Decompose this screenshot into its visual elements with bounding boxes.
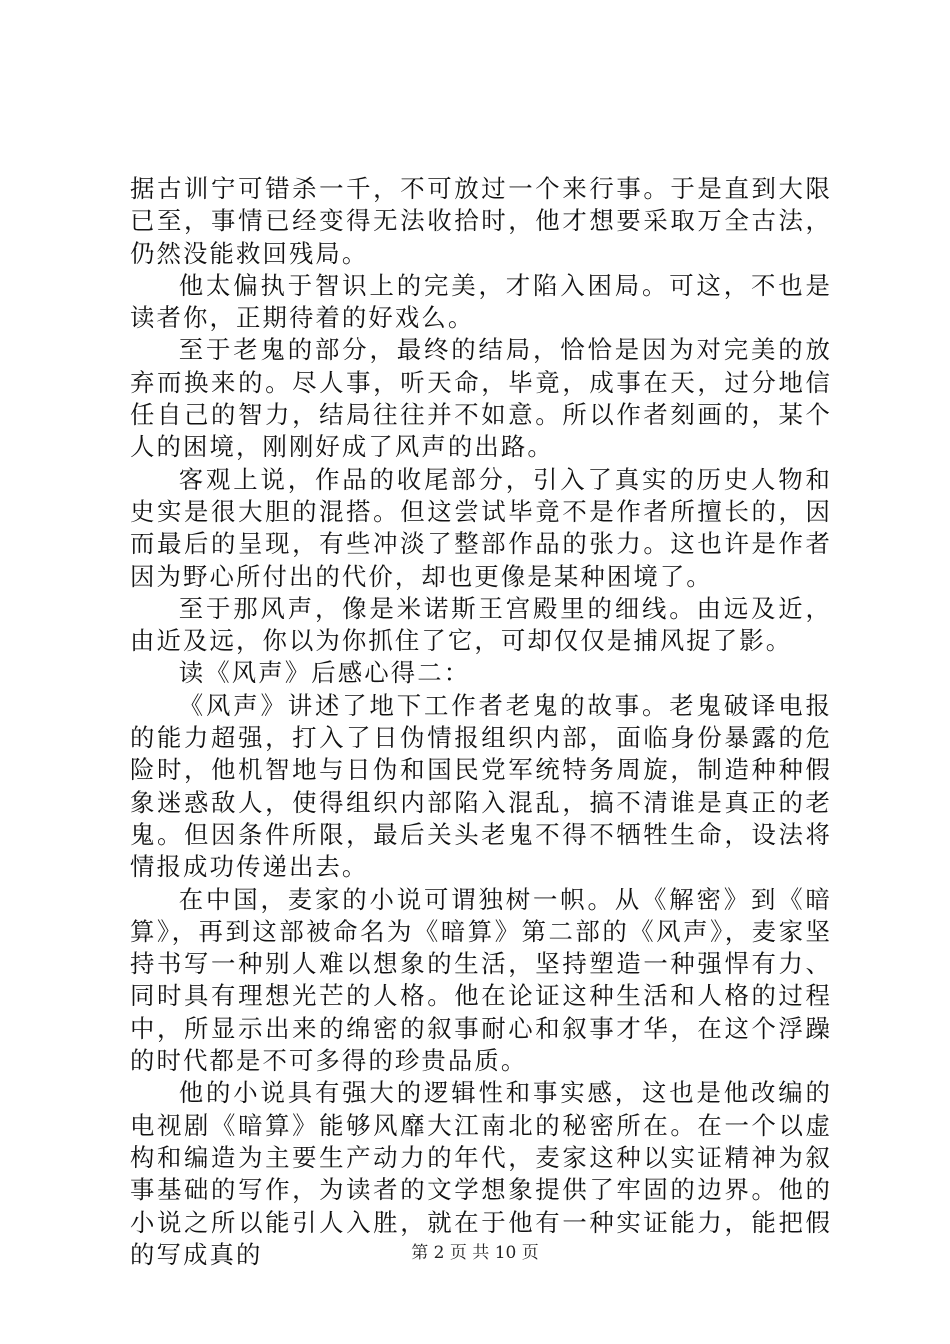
paragraph: 据古训宁可错杀一千，不可放过一个来行事。于是直到大限已至，事情已经变得无法收拾时，他才想要采取万全古法，仍然没能救回残局。 [130, 174, 832, 268]
paragraph: 在中国，麦家的小说可谓独树一帜。从《解密》到《暗算》，再到这部被命名为《暗算》第二部的《风声》，麦家坚持书写一种别人难以想象的生活，坚持塑造一种强悍有力、同时具有理想光芒的人格。他在论证这种生活和人格的过程中，所显示出来的绵密的叙事耐心和叙事才华，在这个浮躁的时代都是不可多得的珍贵品质。 [130, 884, 832, 1076]
paragraph: 他太偏执于智识上的完美，才陷入困局。可这，不也是读者你，正期待着的好戏么。 [130, 270, 832, 333]
section-heading: 读《风声》后感心得二： [178, 658, 471, 688]
document-body [130, 173, 832, 1271]
paragraph: 至于老鬼的部分，最终的结局，恰恰是因为对完美的放弃而换来的。尽人事，听天命，毕竟，成事在天，过分地信任自己的智力，结局往往并不如意。所以作者刻画的，某个人的困境，刚刚好成了风声的出路。 [130, 335, 832, 462]
paragraph: 客观上说，作品的收尾部分，引入了真实的历史人物和史实是很大胆的混搭。但这尝试毕竟不是作者所擅长的，因而最后的呈现，有些冲淡了整部作品的张力。这也许是作者因为野心所付出的代价，却也更像是某种困境了。 [130, 464, 832, 591]
page-footer [0, 1242, 950, 1264]
page-number-label: 第 2 页 共 10 页 [411, 1243, 539, 1263]
paragraph: 他的小说具有强大的逻辑性和事实感，这也是他改编的电视剧《暗算》能够风靡大江南北的秘密所在。在一个以虚构和编造为主要生产动力的年代，麦家这种以实证精神为叙事基础的写作，为读者的文学想象提供了牢固的边界。他的小说之所以能引人入胜，就在于他有一种实证能力，能把假的写成真的 [130, 1078, 832, 1269]
paragraph: 至于那风声，像是米诺斯王宫殿里的细线。由远及近，由近及远，你以为你抓住了它，可却仅仅是捕风捉了影。 [130, 593, 832, 656]
paragraph: 《风声》讲述了地下工作者老鬼的故事。老鬼破译电报的能力超强，打入了日伪情报组织内部，面临身份暴露的危险时，他机智地与日伪和国民党军统特务周旋，制造种种假象迷惑敌人，使得组织内部陷入混乱，搞不清谁是真正的老鬼。但因条件所限，最后关头老鬼不得不牺牲生命，设法将情报成功传递出去。 [130, 690, 832, 882]
